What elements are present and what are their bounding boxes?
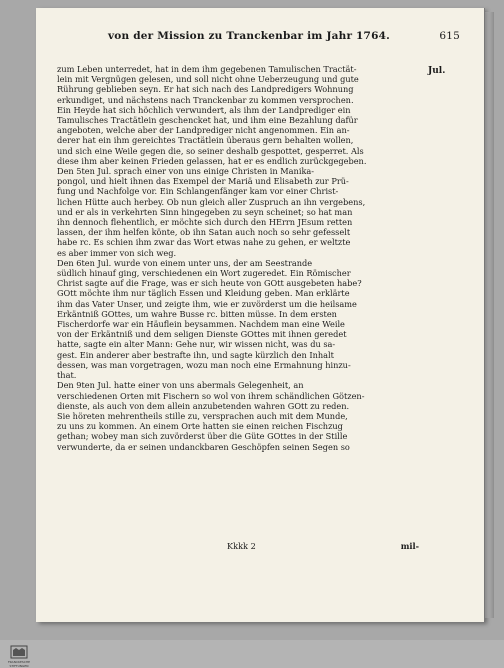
text-line: und sich eine Weile gegen die, so seiner deshalb gespottet, gesperret. Als: [57, 145, 364, 156]
text-line: Den 5ten Jul. sprach einer von uns einige Christen in Manika-: [57, 166, 315, 177]
text-line: lein mit Vergnügen gelesen, und soll nicht ohne Ueberzeugung und gute: [57, 74, 359, 85]
text-line: zu uns zu kommen. An einem Orte hatten sie einen reichen Fischzug: [57, 421, 343, 432]
text-line: pongol, und hielt ihnen das Exempel der Mariä und Elisabeth zur Prü-: [57, 176, 349, 187]
text-line: von der Erkäntniß und dem seligen Dienste GOttes mit ihnen geredet: [57, 329, 347, 340]
text-line: fung und Nachfolge vor. Ein Schlangenfänger kam vor einer Christ-: [57, 186, 339, 197]
text-line: Den 6ten Jul. wurde von einem unter uns, der am Seestrande: [57, 257, 313, 268]
text-line: lassen, der ihm helfen könte, ob ihn Satan auch noch so sehr gefesselt: [57, 227, 351, 238]
catchword: mil-: [400, 541, 419, 551]
text-line: hatte, sagte ein alter Mann: Gehe nur, wir wissen nicht, was du sa-: [57, 339, 336, 350]
text-line: dessen, was man vorgetragen, wozu man noch eine Ermahnung hinzu-: [57, 359, 351, 370]
text-line: gest. Ein anderer aber bestrafte ihn, und sagte kürzlich den Inhalt: [57, 349, 334, 360]
text-line: erkundiget, und nächstens nach Tranckenbar zu kommen versprochen.: [57, 94, 354, 105]
footer-bar: [0, 640, 504, 668]
text-line: verschiedenen Orten mit Fischern so wol von ihrem schändlichen Götzen-: [57, 390, 365, 401]
page-edge: [484, 12, 494, 618]
text-line: es aber immer von sich weg.: [57, 247, 177, 258]
page-number: 615: [439, 30, 460, 42]
text-line: that.: [57, 370, 77, 381]
margin-note: Jul.: [428, 66, 446, 76]
text-line: derer hat ein ihm gereichtes Tractätlein überaus gern behalten wollen,: [57, 135, 354, 146]
text-line: ihn dennoch flehentlich, er möchte sich durch den HErrn JEsum retten: [57, 217, 353, 228]
text-line: südlich hinauf ging, verschiedenen ein Wort zugeredet. Ein Römischer: [57, 268, 351, 279]
text-line: Tamulisches Tractätlein geschencket hat, und ihm eine Bezahlung dafür: [57, 115, 358, 126]
text-line: GOtt möchte ihm nur täglich Essen und Kleidung geben. Man erklärte: [57, 288, 350, 299]
signature-mark: Kkkk 2: [227, 541, 256, 551]
text-line: zum Leben unterredet, hat in dem ihm gegebenen Tamulischen Tractät-: [57, 64, 357, 74]
text-line: lichen Hütte auch herbey. Ob nun gleich aller Zuspruch an ihn vergebens,: [57, 196, 366, 207]
text-line: und er als in verkehrten Sinn hingegeben zu seyn scheinet; so hat man: [57, 206, 353, 217]
text-line: diese ihm aber keinen Frieden gelassen, hat er es endlich zurückgegeben.: [57, 155, 367, 166]
text-line: gethan; wobey man sich zuvörderst über die Güte GOttes in der Stille: [57, 431, 348, 442]
text-line: habe rc. Es schien ihm zwar das Wort etwas nahe zu gehen, er weltzte: [57, 237, 351, 248]
page-title: von der Mission zu Tranckenbar im Jahr 1764.: [108, 30, 390, 42]
library-seal-text: FRANCKESCHE STIFTUNGEN: [7, 660, 31, 668]
text-line: ihm das Vater Unser, und zeigte ihm, wie er zuvörderst um die heilsame: [57, 298, 357, 309]
text-line: dienste, als auch von dem allein anzubetenden wahren GOtt zu reden.: [57, 400, 350, 411]
text-line: Erkäntniß GOttes, um wahre Busse rc. bitten müsse. In dem ersten: [57, 308, 337, 319]
text-line: Fischerdorfe war ein Häuflein beysammen. Nachdem man eine Weile: [57, 319, 345, 330]
text-line: angeboten, welche aber der Landprediger nicht angenommen. Ein an-: [57, 125, 350, 136]
text-line: Den 9ten Jul. hatte einer von uns abermals Gelegenheit, an: [57, 380, 304, 391]
text-line: Christ sagte auf die Frage, was er sich heute von GOtt ausgebeten habe?: [57, 278, 362, 289]
text-line: Sie höreten mehrentheils stille zu, versprachen auch mit dem Munde,: [57, 410, 348, 421]
text-line: Ein Heyde hat sich höchlich verwundert, als ihm der Landprediger ein: [57, 104, 351, 115]
text-line: verwunderte, da er seinen undanckbaren Geschöpfen seinen Segen so: [57, 441, 350, 452]
body-text: [57, 64, 419, 452]
text-line: Rührung geblieben seyn. Er hat sich nach des Landpredigers Wohnung: [57, 84, 354, 95]
